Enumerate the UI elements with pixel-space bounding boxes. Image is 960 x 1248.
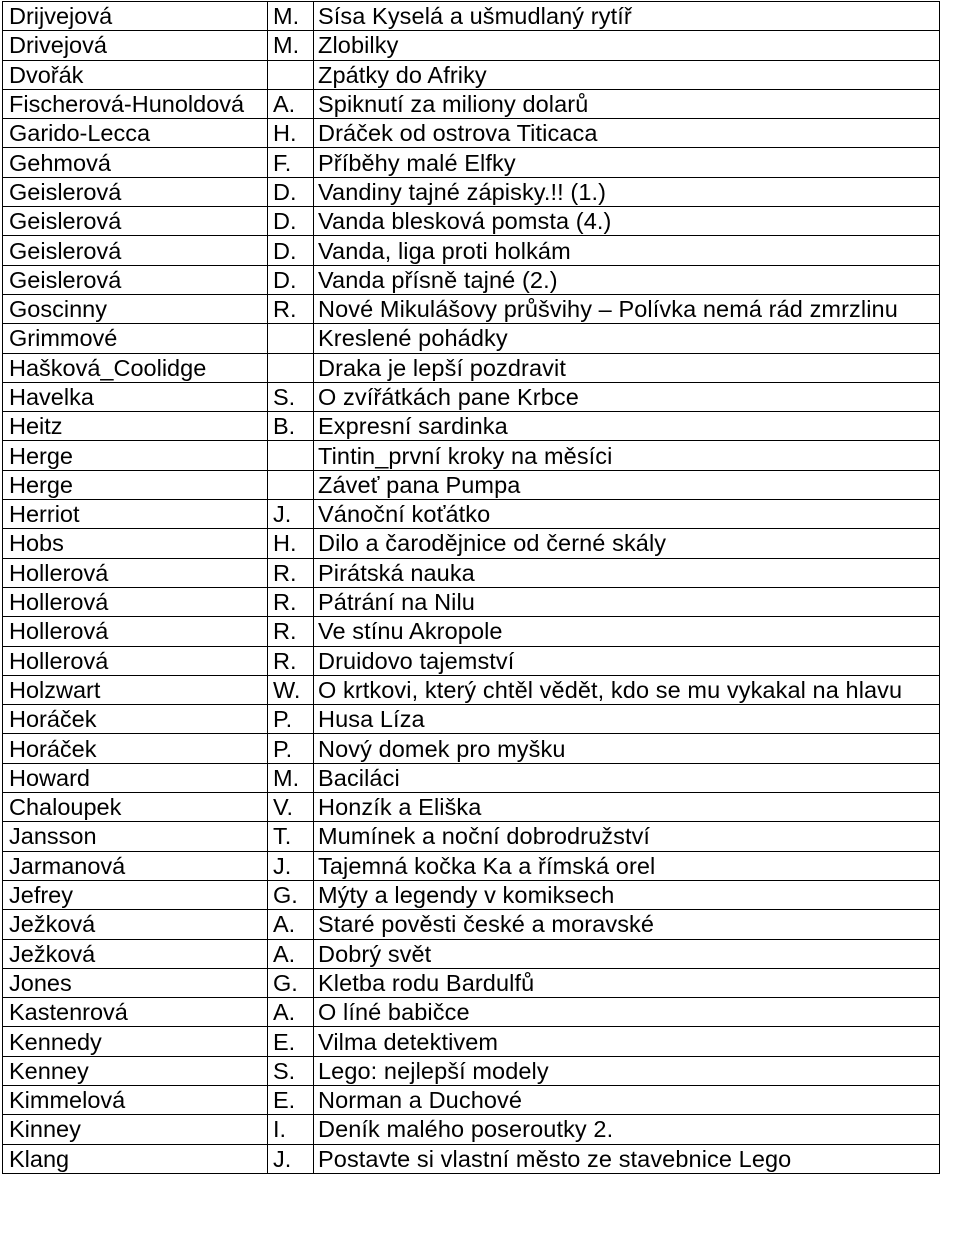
initial-cell: A. [268,939,314,968]
table-row [3,1085,940,1114]
author-cell: Kennedy [3,1027,268,1056]
table-row [3,31,940,60]
table-row [3,1056,940,1085]
initial-cell: G. [268,880,314,909]
initial-cell: H. [268,119,314,148]
initial-cell: M. [268,763,314,792]
table-row [3,910,940,939]
title-cell: Vanda blesková pomsta (4.) [314,207,940,236]
table-row [3,793,940,822]
initial-cell: M. [268,2,314,31]
author-cell: Garido-Lecca [3,119,268,148]
title-cell: Dilo a čarodějnice od černé skály [314,529,940,558]
title-cell: Vanda, liga proti holkám [314,236,940,265]
author-cell: Klang [3,1144,268,1173]
author-cell: Hobs [3,529,268,558]
table-row [3,441,940,470]
author-cell: Herge [3,470,268,499]
title-cell: Sísa Kyselá a ušmudlaný rytíř [314,2,940,31]
title-cell: Ve stínu Akropole [314,617,940,646]
title-cell: Tajemná kočka Ka a římská orel [314,851,940,880]
table-row [3,1144,940,1173]
initial-cell [268,60,314,89]
title-cell: Vánoční koťátko [314,500,940,529]
initial-cell: S. [268,382,314,411]
initial-cell: V. [268,793,314,822]
author-cell: Hollerová [3,646,268,675]
table-row [3,646,940,675]
initial-cell: D. [268,236,314,265]
title-cell: Nové Mikulášovy průšvihy – Polívka nemá rád zmrzlinu [314,294,940,323]
initial-cell: D. [268,265,314,294]
title-cell: Nový domek pro myšku [314,734,940,763]
title-cell: Zpátky do Afriky [314,60,940,89]
author-cell: Ježková [3,910,268,939]
author-cell: Fischerová-Hunoldová [3,89,268,118]
table-row [3,822,940,851]
table-row [3,324,940,353]
title-cell: Spiknutí za miliony dolarů [314,89,940,118]
table-row [3,1115,940,1144]
table-row [3,294,940,323]
table-row [3,177,940,206]
initial-cell: J. [268,1144,314,1173]
table-row [3,1027,940,1056]
table-row [3,2,940,31]
table-row [3,500,940,529]
title-cell: Dobrý svět [314,939,940,968]
initial-cell: A. [268,89,314,118]
title-cell: Kletba rodu Bardulfů [314,968,940,997]
title-cell: Druidovo tajemství [314,646,940,675]
author-cell: Howard [3,763,268,792]
initial-cell: E. [268,1027,314,1056]
title-cell: Pirátská nauka [314,558,940,587]
initial-cell: I. [268,1115,314,1144]
author-cell: Goscinny [3,294,268,323]
initial-cell [268,441,314,470]
title-cell: Postavte si vlastní město ze stavebnice Lego [314,1144,940,1173]
title-cell: Kreslené pohádky [314,324,940,353]
title-cell: Husa Líza [314,705,940,734]
initial-cell: S. [268,1056,314,1085]
author-cell: Jones [3,968,268,997]
table-row [3,148,940,177]
table-row [3,412,940,441]
table-row [3,353,940,382]
author-cell: Kastenrová [3,998,268,1027]
author-cell: Heitz [3,412,268,441]
initial-cell: E. [268,1085,314,1114]
title-cell: Dráček od ostrova Titicaca [314,119,940,148]
table-row [3,617,940,646]
table-row [3,529,940,558]
author-cell: Jansson [3,822,268,851]
author-cell: Dvořák [3,60,268,89]
title-cell: Záveť pana Pumpa [314,470,940,499]
author-cell: Geislerová [3,236,268,265]
author-cell: Hašková_Coolidge [3,353,268,382]
title-cell: Deník malého poseroutky 2. [314,1115,940,1144]
author-cell: Gehmová [3,148,268,177]
initial-cell: A. [268,998,314,1027]
author-cell: Geislerová [3,177,268,206]
title-cell: Lego: nejlepší modely [314,1056,940,1085]
title-cell: Draka je lepší pozdravit [314,353,940,382]
title-cell: Zlobilky [314,31,940,60]
table-row [3,265,940,294]
table-row [3,675,940,704]
table-row [3,60,940,89]
author-cell: Kenney [3,1056,268,1085]
table-row [3,734,940,763]
initial-cell: P. [268,705,314,734]
author-cell: Kinney [3,1115,268,1144]
author-cell: Drijvejová [3,2,268,31]
author-cell: Jarmanová [3,851,268,880]
initial-cell: R. [268,558,314,587]
author-cell: Geislerová [3,207,268,236]
table-row [3,119,940,148]
table-row [3,89,940,118]
table-row [3,763,940,792]
title-cell: Tintin_první kroky na měsíci [314,441,940,470]
title-cell: Vanda přísně tajné (2.) [314,265,940,294]
table-row [3,880,940,909]
title-cell: Mýty a legendy v komiksech [314,880,940,909]
title-cell: Příběhy malé Elfky [314,148,940,177]
author-cell: Drivejová [3,31,268,60]
table-row [3,587,940,616]
author-cell: Hollerová [3,558,268,587]
title-cell: Vandiny tajné zápisky.!! (1.) [314,177,940,206]
initial-cell [268,353,314,382]
table-row [3,558,940,587]
table-row [3,968,940,997]
initial-cell: T. [268,822,314,851]
initial-cell: B. [268,412,314,441]
initial-cell: F. [268,148,314,177]
table-row [3,382,940,411]
author-cell: Grimmové [3,324,268,353]
author-cell: Hollerová [3,617,268,646]
author-cell: Ježková [3,939,268,968]
initial-cell: G. [268,968,314,997]
initial-cell: P. [268,734,314,763]
author-cell: Jefrey [3,880,268,909]
author-cell: Havelka [3,382,268,411]
author-cell: Geislerová [3,265,268,294]
book-list-table [2,1,940,1174]
title-cell: Baciláci [314,763,940,792]
table-row [3,851,940,880]
author-cell: Kimmelová [3,1085,268,1114]
title-cell: O zvířátkách pane Krbce [314,382,940,411]
author-cell: Horáček [3,734,268,763]
initial-cell: R. [268,617,314,646]
title-cell: O líné babičce [314,998,940,1027]
table-row [3,705,940,734]
initial-cell [268,324,314,353]
author-cell: Hollerová [3,587,268,616]
title-cell: Expresní sardinka [314,412,940,441]
book-list-body [3,2,940,1174]
title-cell: Vilma detektivem [314,1027,940,1056]
author-cell: Chaloupek [3,793,268,822]
author-cell: Herge [3,441,268,470]
title-cell: O krtkovi, který chtěl vědět, kdo se mu vykakal na hlavu [314,675,940,704]
initial-cell: A. [268,910,314,939]
author-cell: Holzwart [3,675,268,704]
author-cell: Horáček [3,705,268,734]
initial-cell: J. [268,500,314,529]
table-row [3,207,940,236]
author-cell: Herriot [3,500,268,529]
table-row [3,998,940,1027]
initial-cell: R. [268,587,314,616]
initial-cell: W. [268,675,314,704]
title-cell: Norman a Duchové [314,1085,940,1114]
title-cell: Staré pověsti české a moravské [314,910,940,939]
initial-cell [268,470,314,499]
title-cell: Honzík a Eliška [314,793,940,822]
table-row [3,470,940,499]
title-cell: Mumínek a noční dobrodružství [314,822,940,851]
initial-cell: J. [268,851,314,880]
table-row [3,236,940,265]
initial-cell: R. [268,294,314,323]
table-row [3,939,940,968]
initial-cell: R. [268,646,314,675]
initial-cell: D. [268,177,314,206]
initial-cell: D. [268,207,314,236]
initial-cell: H. [268,529,314,558]
title-cell: Pátrání na Nilu [314,587,940,616]
initial-cell: M. [268,31,314,60]
